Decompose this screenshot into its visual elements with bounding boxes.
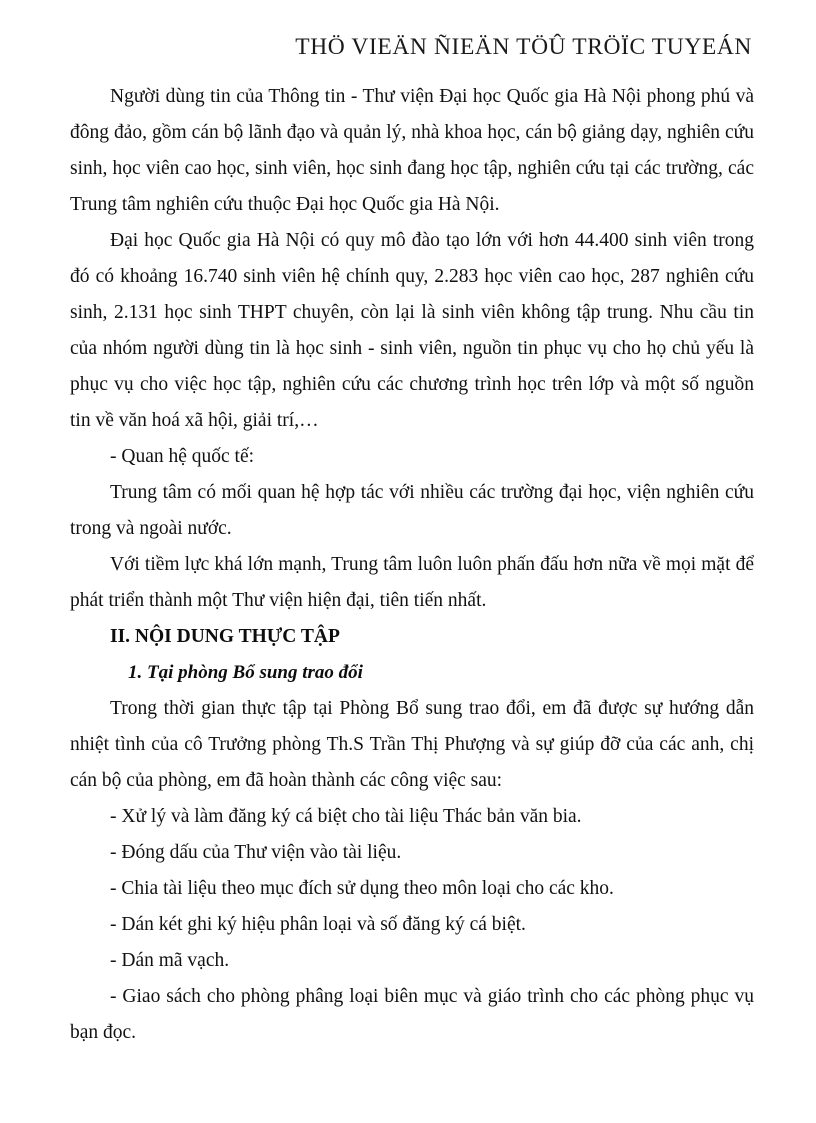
- document-body: [70, 79, 754, 1051]
- paragraph: Người dùng tin của Thông tin - Thư viện Đại học Quốc gia Hà Nội phong phú và đông đảo, gồm cán bộ lãnh đạo và quản lý, nhà khoa học, cán bộ giảng dạy, nghiên cứu sinh, học viên cao học, sinh viên, học sinh đang học tập, nghiên cứu tại các trường, các Trung tâm nghiên cứu thuộc Đại học Quốc gia Hà Nội.: [70, 86, 754, 215]
- paragraph: Trung tâm có mối quan hệ hợp tác với nhiều các trường đại học, viện nghiên cứu trong và ngoài nước.: [70, 482, 754, 539]
- section-heading: II. NỘI DUNG THỰC TẬP: [110, 626, 340, 647]
- list-item: - Chia tài liệu theo mục đích sử dụng theo môn loại cho các kho.: [110, 878, 614, 899]
- paragraph: Đại học Quốc gia Hà Nội có quy mô đào tạo lớn với hơn 44.400 sinh viên trong đó có khoảng 16.740 sinh viên hệ chính quy, 2.283 học viên cao học, 287 nghiên cứu sinh, 2.131 học sinh THPT chuyên, còn lại là sinh viên không tập trung. Nhu cầu tin của nhóm người dùng tin là học sinh - sinh viên, nguồn tin phục vụ cho họ chủ yếu là phục vụ cho việc học tập, nghiên cứu các chương trình học trên lớp và một số nguồn tin về văn hoá xã hội, giải trí,…: [70, 230, 754, 431]
- list-item: - Giao sách cho phòng phâng loại biên mục và giáo trình cho các phòng phục vụ bạn đọc.: [70, 986, 754, 1043]
- list-item: - Dán két ghi ký hiệu phân loại và số đăng ký cá biệt.: [110, 914, 526, 935]
- list-item: - Đóng dấu của Thư viện vào tài liệu.: [110, 842, 402, 863]
- paragraph: Với tiềm lực khá lớn mạnh, Trung tâm luôn luôn phấn đấu hơn nữa về mọi mặt để phát triển thành một Thư viện hiện đại, tiên tiến nhất.: [70, 554, 754, 611]
- page-header: THÖ VIEÄN ÑIEÄN TÖÛ TRÖÏC TUYEÁN: [295, 34, 752, 60]
- paragraph: Trong thời gian thực tập tại Phòng Bổ sung trao đổi, em đã được sự hướng dẫn nhiệt tình của cô Trưởng phòng Th.S Trần Thị Phượng và sự giúp đỡ của các anh, chị cán bộ của phòng, em đã hoàn thành các công việc sau:: [70, 698, 754, 791]
- paragraph: - Quan hệ quốc tế:: [110, 446, 255, 467]
- section-subheading: 1. Tại phòng Bổ sung trao đổi: [128, 662, 363, 683]
- list-item: - Xử lý và làm đăng ký cá biệt cho tài liệu Thác bản văn bia.: [110, 806, 582, 827]
- list-item: - Dán mã vạch.: [110, 950, 230, 971]
